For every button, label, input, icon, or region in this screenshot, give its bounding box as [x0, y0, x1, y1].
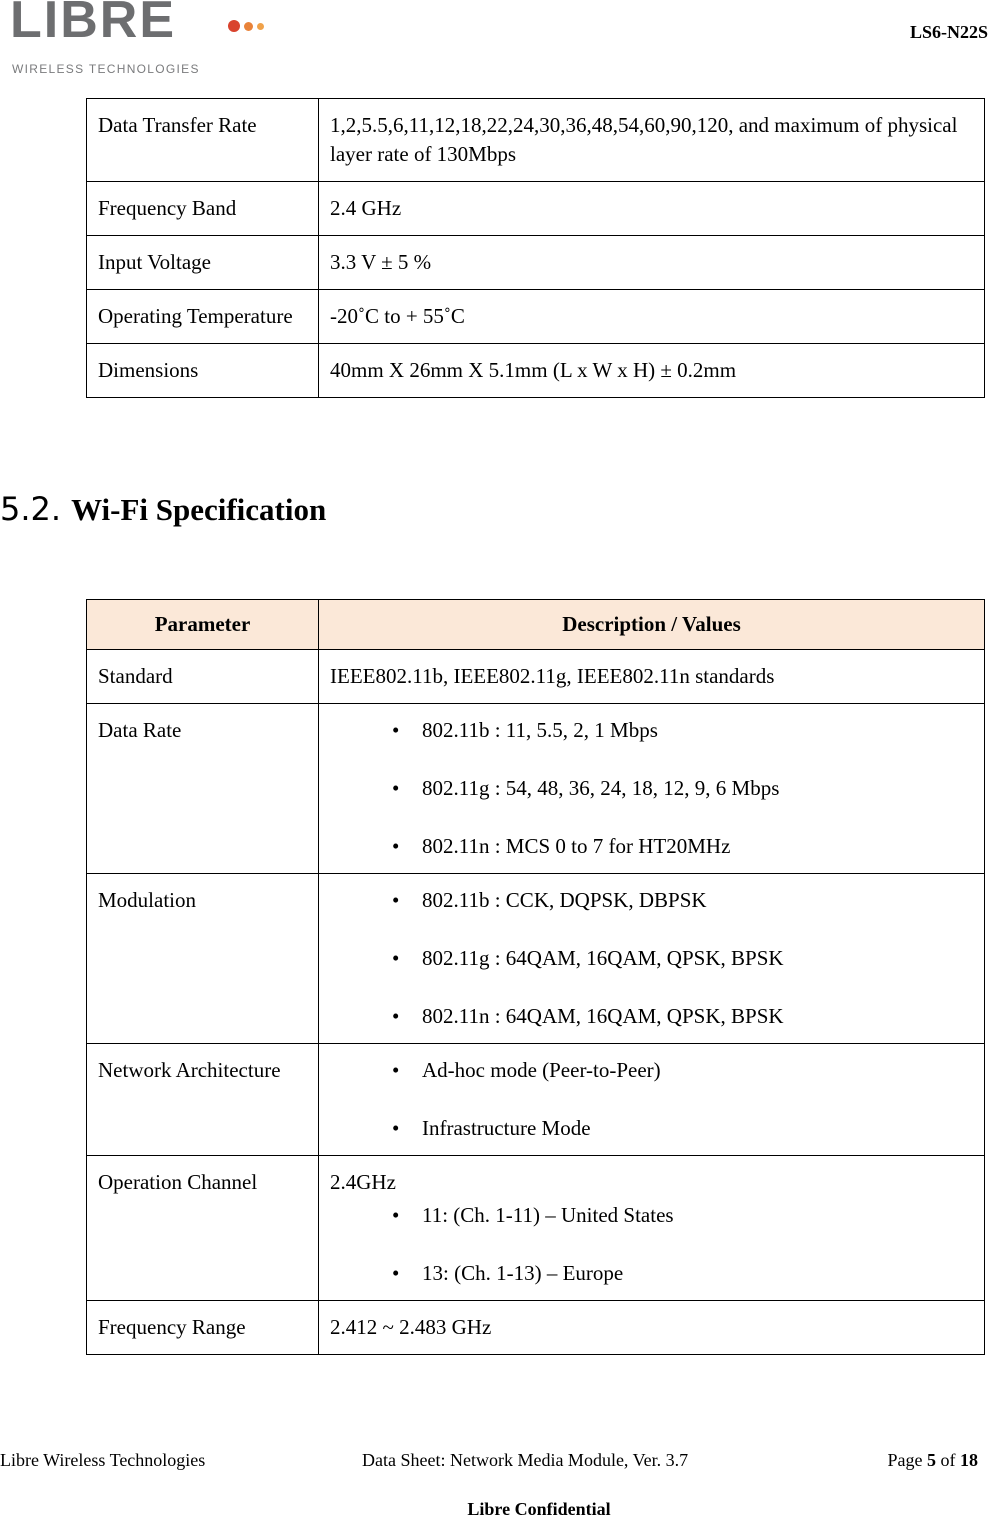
list-item: • 802.11g : 64QAM, 16QAM, QPSK, BPSK: [422, 944, 973, 973]
bullet-list: [330, 1056, 973, 1143]
spec-table: [86, 98, 985, 398]
list-item: • 11: (Ch. 1-11) – United States: [422, 1201, 973, 1230]
value-cell: IEEE802.11b, IEEE802.11g, IEEE802.11n standards: [319, 650, 985, 704]
section-heading: [0, 490, 326, 528]
channel-band: 2.4GHz: [330, 1170, 396, 1194]
table-row: [87, 874, 985, 1044]
table-row: [87, 1301, 985, 1355]
header-parameter: Parameter: [87, 600, 319, 650]
table-header-row: [87, 600, 985, 650]
section-title: Wi-Fi Specification: [71, 492, 327, 527]
param-cell: Input Voltage: [87, 236, 319, 290]
table-row: [87, 344, 985, 398]
table-row: [87, 290, 985, 344]
header-description: Description / Values: [319, 600, 985, 650]
param-cell: Dimensions: [87, 344, 319, 398]
page-total: 18: [960, 1450, 978, 1470]
value-cell: [319, 704, 985, 874]
logo-subtext: WIRELESS TECHNOLOGIES: [12, 62, 200, 76]
list-item: • 13: (Ch. 1-13) – Europe: [422, 1259, 973, 1288]
logo-wordmark: LIBRE: [10, 0, 176, 49]
param-cell: Data Rate: [87, 704, 319, 874]
value-cell: [319, 1156, 985, 1301]
list-item: • Ad-hoc mode (Peer-to-Peer): [422, 1056, 973, 1085]
list-item: • Infrastructure Mode: [422, 1114, 973, 1143]
list-item: • 802.11n : MCS 0 to 7 for HT20MHz: [422, 832, 973, 861]
footer-page-number: [888, 1450, 979, 1471]
wifi-spec-table: [86, 599, 985, 1355]
list-item: • 802.11g : 54, 48, 36, 24, 18, 12, 9, 6 Mbps: [422, 774, 973, 803]
table-row: [87, 1156, 985, 1301]
param-cell: Standard: [87, 650, 319, 704]
page-prefix: Page: [887, 1450, 923, 1470]
page-of: of: [940, 1450, 956, 1470]
param-cell: Operation Channel: [87, 1156, 319, 1301]
footer-company: Libre Wireless Technologies: [0, 1450, 206, 1470]
table-row: [87, 99, 985, 182]
value-cell: 40mm X 26mm X 5.1mm (L x W x H) ± 0.2mm: [319, 344, 985, 398]
value-cell: 3.3 V ± 5 %: [319, 236, 985, 290]
footer-doc-title: Data Sheet: Network Media Module, Ver. 3.7: [362, 1450, 689, 1470]
bullet-list: [330, 1201, 973, 1288]
table-row: [87, 182, 985, 236]
value-cell: [319, 874, 985, 1044]
table-row: [87, 236, 985, 290]
param-cell: Data Transfer Rate: [87, 99, 319, 182]
value-cell: 2.412 ~ 2.483 GHz: [319, 1301, 985, 1355]
libre-logo: [10, 0, 270, 80]
param-cell: Modulation: [87, 874, 319, 1044]
param-cell: Frequency Band: [87, 182, 319, 236]
bullet-list: [330, 886, 973, 1031]
document-id: LS6-N22S: [909, 22, 988, 42]
page-current: 5: [927, 1450, 936, 1470]
param-cell: Network Architecture: [87, 1044, 319, 1156]
section-number: 5.2.: [0, 490, 62, 528]
table-row: [87, 704, 985, 874]
value-cell: [319, 1044, 985, 1156]
param-cell: Frequency Range: [87, 1301, 319, 1355]
confidential-label: Libre Confidential: [467, 1499, 611, 1519]
table-row: [87, 650, 985, 704]
list-item: • 802.11b : CCK, DQPSK, DBPSK: [422, 886, 973, 915]
value-cell: 1,2,5.5,6,11,12,18,22,24,30,36,48,54,60,90,120, and maximum of physical layer rate of 130Mbps: [319, 99, 985, 182]
value-cell: 2.4 GHz: [319, 182, 985, 236]
param-cell: Operating Temperature: [87, 290, 319, 344]
value-cell: -20˚C to + 55˚C: [319, 290, 985, 344]
table-row: [87, 1044, 985, 1156]
list-item: • 802.11b : 11, 5.5, 2, 1 Mbps: [422, 716, 973, 745]
bullet-list: [330, 716, 973, 861]
list-item: • 802.11n : 64QAM, 16QAM, QPSK, BPSK: [422, 1002, 973, 1031]
